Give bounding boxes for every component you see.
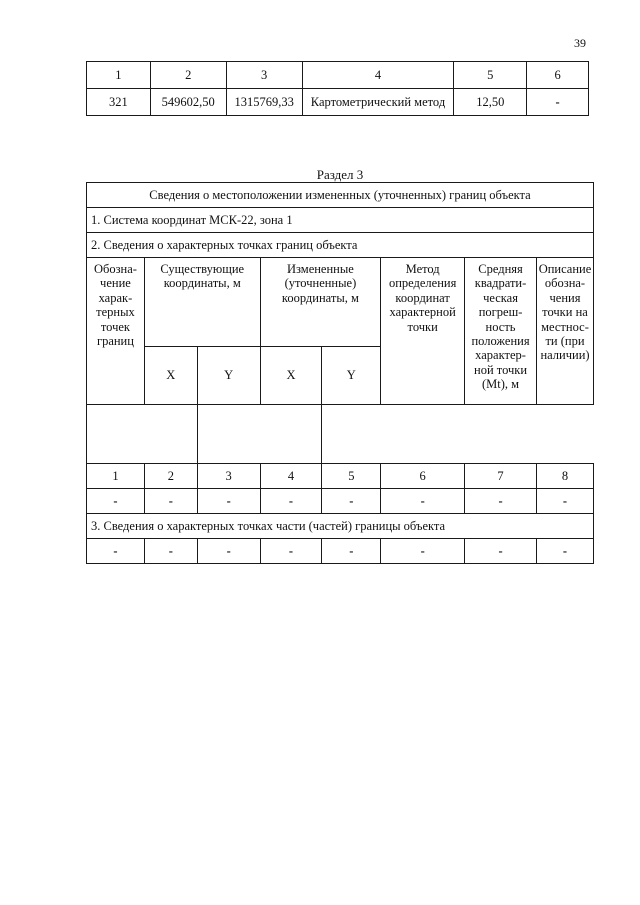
column-number: 2	[150, 62, 226, 89]
column-number: 1	[87, 62, 151, 89]
table-cell: -	[87, 489, 145, 514]
boundary-points-table	[86, 61, 589, 116]
table-cell: -	[144, 539, 197, 564]
table-cell: -	[87, 539, 145, 564]
header-x: X	[144, 347, 197, 405]
section-caption: Сведения о местоположении измененных (уточненных) границ объекта	[87, 183, 594, 208]
method: Картометрический метод	[302, 89, 454, 116]
column-number: 6	[527, 62, 589, 89]
header-method: Метод определения координат характерной точки	[381, 258, 465, 405]
column-number: 4	[260, 464, 322, 489]
coordinate-y: 1315769,33	[226, 89, 302, 116]
table-cell: -	[260, 489, 322, 514]
column-number: 4	[302, 62, 454, 89]
coordinate-system: 1. Система координат МСК-22, зона 1	[87, 208, 594, 233]
header-description: Описание обозна- чения точки на местнос- ти (при наличии)	[536, 258, 593, 405]
column-number: 2	[144, 464, 197, 489]
column-number: 8	[536, 464, 593, 489]
column-number: 3	[226, 62, 302, 89]
table-cell: -	[322, 489, 381, 514]
table-cell: -	[144, 489, 197, 514]
table-header-row	[87, 62, 589, 89]
header-y: Y	[197, 347, 260, 405]
table-cell: -	[536, 539, 593, 564]
table-cell: -	[260, 539, 322, 564]
table-cell: -	[465, 539, 537, 564]
point-number: 321	[87, 89, 151, 116]
column-numbers-row	[87, 464, 594, 489]
table-cell: -	[381, 489, 465, 514]
points-subtitle: 2. Сведения о характерных точках границ объекта	[87, 233, 594, 258]
table-cell: -	[465, 489, 537, 514]
column-number: 7	[465, 464, 537, 489]
section-title: Раздел 3	[316, 167, 364, 182]
header-x: X	[260, 347, 322, 405]
table-cell: -	[197, 539, 260, 564]
header-changed-coordinates: Измененные (уточненные) координаты, м	[260, 258, 381, 347]
table-cell: -	[536, 489, 593, 514]
table-cell: -	[322, 539, 381, 564]
column-number: 3	[197, 464, 260, 489]
table-cell: -	[197, 489, 260, 514]
header-y: Y	[322, 347, 381, 405]
description: -	[527, 89, 589, 116]
column-number: 1	[87, 464, 145, 489]
column-number: 5	[454, 62, 527, 89]
table-cell: -	[381, 539, 465, 564]
table-row	[87, 539, 594, 564]
page-number: 39	[574, 36, 586, 50]
header-accuracy: Средняя квадрати- ческая погреш- ность положения характер- ной точки (Mt), м	[465, 258, 537, 405]
parts-subtitle: 3. Сведения о характерных точках части (частей) границы объекта	[87, 514, 594, 539]
column-number: 5	[322, 464, 381, 489]
coordinate-x: 549602,50	[150, 89, 226, 116]
accuracy: 12,50	[454, 89, 527, 116]
table-row	[87, 489, 594, 514]
table-row	[87, 89, 589, 116]
section3-table	[86, 182, 594, 564]
header-designation: Обозна- чение харак- терных точек границ	[87, 258, 145, 405]
header-existing-coordinates: Существующие координаты, м	[144, 258, 260, 347]
column-number: 6	[381, 464, 465, 489]
